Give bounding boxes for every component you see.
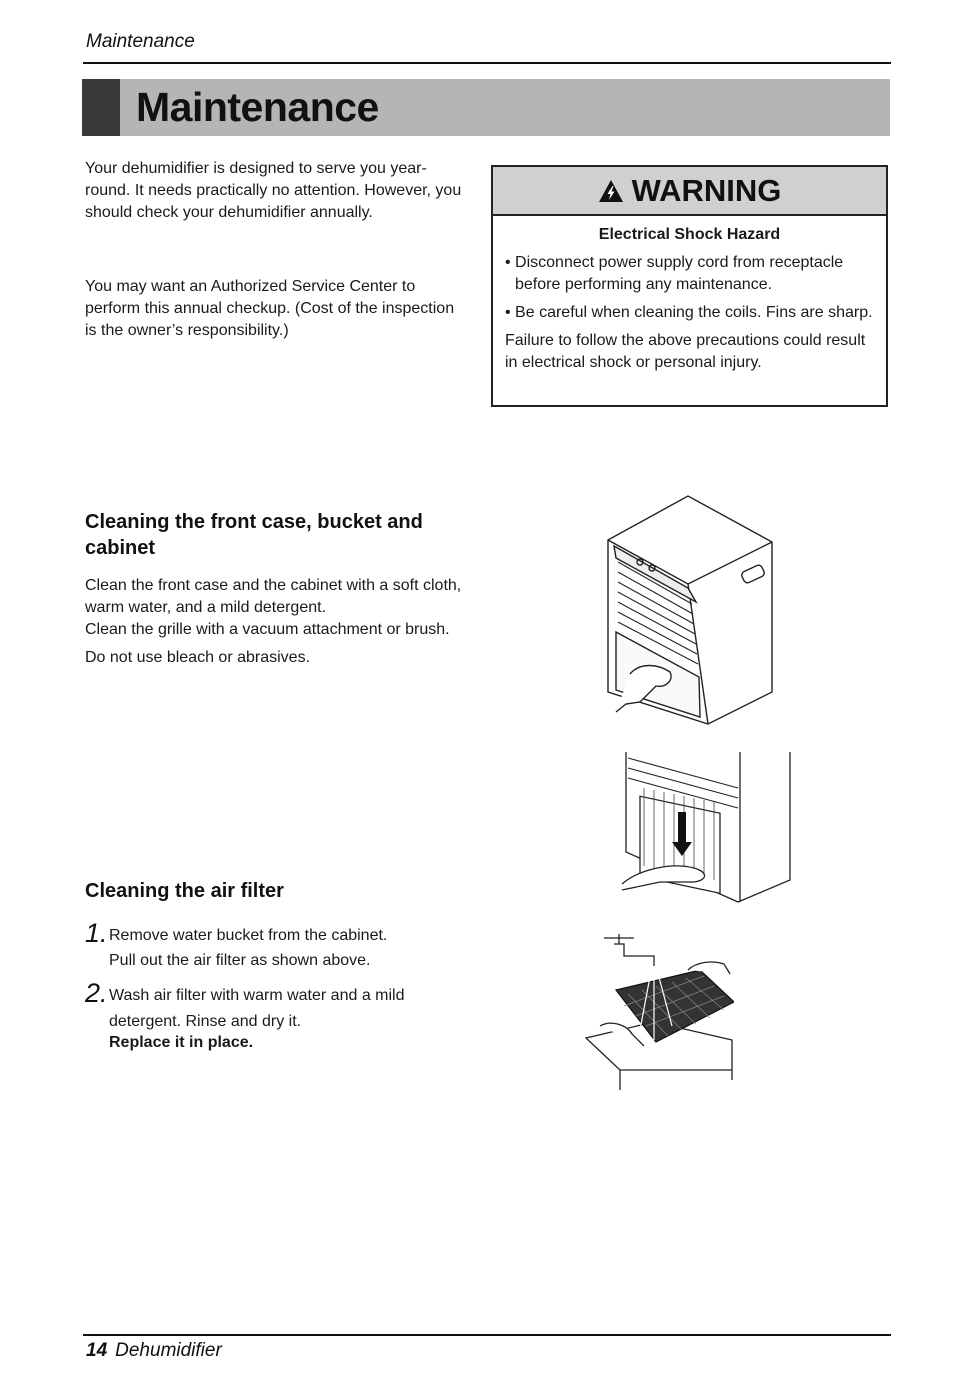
- intro-paragraph-2: You may want an Authorized Service Center to perform this annual checkup. (Cost of the inspection is the owner’s responsibility.): [85, 278, 455, 339]
- front-case-text-1: Clean the front case and the cabinet with a soft cloth, warm water, and a mild detergent.: [85, 577, 462, 616]
- filter-washing-illustration: [584, 930, 734, 1090]
- step-number: 2.: [85, 978, 108, 1008]
- header-rule: [83, 62, 891, 64]
- section-heading-front-case: Cleaning the front case, bucket and cabinet: [85, 511, 423, 559]
- section-heading-air-filter: Cleaning the air filter: [85, 880, 284, 902]
- step-text: Pull out the air filter as shown above.: [109, 952, 371, 969]
- title-bar-tab: [82, 79, 120, 136]
- warning-failure-note: Failure to follow the above precautions could result in electrical shock or personal injury.: [505, 332, 866, 371]
- filter-removal-illustration: [620, 752, 792, 912]
- warning-header: [493, 167, 886, 216]
- front-case-text: [85, 575, 465, 669]
- step-text: Wash air filter with warm water and a mild: [109, 987, 405, 1004]
- front-case-text-2: Clean the grille with a vacuum attachment or brush.: [85, 621, 450, 638]
- step-number: 1.: [85, 918, 108, 948]
- step-text: detergent. Rinse and dry it.: [109, 1013, 302, 1030]
- warning-body: [493, 216, 886, 374]
- page-title: Maintenance: [136, 84, 379, 130]
- warning-bullet: • Disconnect power supply cord from receptacle before performing any maintenance.: [505, 254, 844, 293]
- running-header: Maintenance: [86, 31, 195, 52]
- front-case-text-3: Do not use bleach or abrasives.: [85, 649, 311, 666]
- hazard-title: Electrical Shock Hazard: [598, 226, 781, 243]
- warning-lightning-triangle-icon: [598, 179, 624, 203]
- warning-title: WARNING: [631, 172, 782, 208]
- step-text-bold: Replace it in place.: [109, 1034, 254, 1051]
- page-number: 14: [86, 1340, 108, 1361]
- step-text: Remove water bucket from the cabinet.: [109, 927, 388, 944]
- dehumidifier-wiping-illustration: [600, 492, 780, 728]
- warning-box: [491, 165, 888, 407]
- footer: [86, 1340, 222, 1362]
- warning-bullet: • Be careful when cleaning the coils. Fins are sharp.: [505, 304, 873, 321]
- footer-rule: [83, 1334, 891, 1336]
- intro-paragraph-1: Your dehumidifier is designed to serve you year-round. It needs practically no attention. However, you should check your dehumidifier annually.: [85, 160, 462, 221]
- footer-product: Dehumidifier: [115, 1340, 222, 1361]
